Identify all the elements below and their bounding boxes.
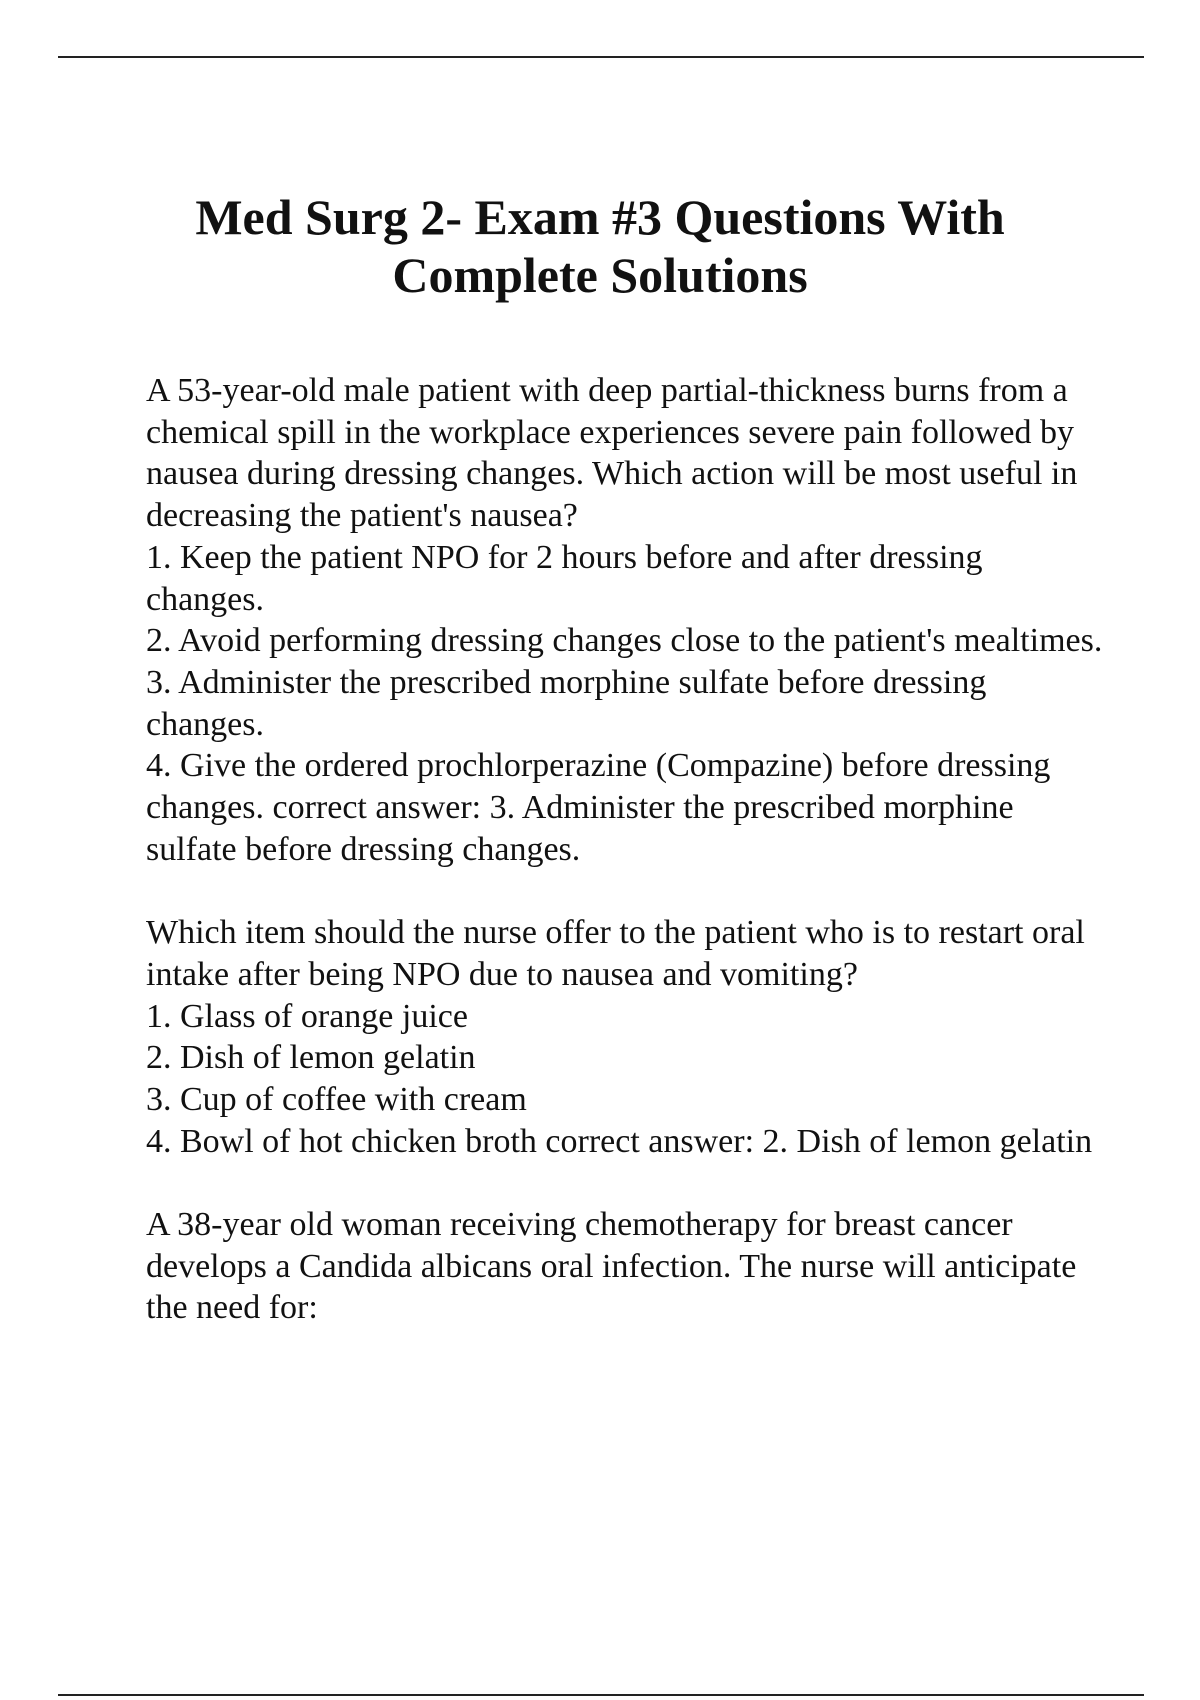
question-stem: Which item should the nurse offer to the patient who is to restart oral intake after being NPO due to nausea and vomiting? <box>146 914 1085 993</box>
document-body <box>146 370 1106 1371</box>
answer-option: 4. Bowl of hot chicken broth correct answer: 2. Dish of lemon gelatin <box>146 1122 1093 1160</box>
answer-option: 3. Administer the prescribed morphine sulfate before dressing changes. <box>146 663 987 743</box>
answer-option: 3. Cup of coffee with cream <box>146 1080 527 1118</box>
question-block-1 <box>146 370 1106 870</box>
title-line-2: Complete Solutions <box>392 247 808 303</box>
question-stem: A 38-year old woman receiving chemotherapy for breast cancer develops a Candida albicans oral infection. The nurse will anticipate the need for: <box>146 1206 1077 1327</box>
answer-option: 2. Dish of lemon gelatin <box>146 1039 476 1077</box>
answer-option: 1. Glass of orange juice <box>146 997 468 1035</box>
answer-option: 2. Avoid performing dressing changes close to the patient's mealtimes. <box>146 622 1103 660</box>
top-rule <box>58 56 1144 58</box>
bottom-rule <box>58 1694 1144 1696</box>
title-line-1: Med Surg 2- Exam #3 Questions With <box>195 189 1005 245</box>
answer-option: 1. Keep the patient NPO for 2 hours before and after dressing changes. <box>146 538 983 618</box>
question-block-3 <box>146 1204 1106 1329</box>
question-stem: A 53-year-old male patient with deep partial-thickness burns from a chemical spill in the workplace experiences severe pain followed by nausea during dressing changes. Which action will be most useful in decreasing the patient's nausea? <box>146 372 1078 535</box>
document-title <box>120 188 1080 304</box>
question-block-2 <box>146 912 1106 1162</box>
answer-option: 4. Give the ordered prochlorperazine (Compazine) before dressing changes. correct answer: 3. Administer the prescribed morphine sulfate before dressing changes. <box>146 747 1051 868</box>
